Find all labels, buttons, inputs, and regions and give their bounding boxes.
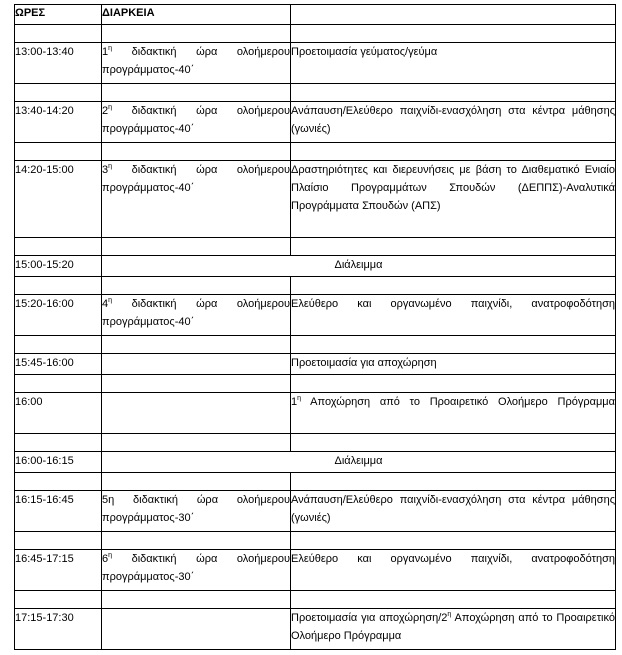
activity-cell: Ανάπαυση/Ελεύθερο παιχνίδι-ενασχόληση στα κέντρα μάθησης (γωνιές): [291, 102, 616, 143]
time-cell: 15:20-16:00: [15, 295, 102, 336]
activity-cell: Προετοιμασία γεύματος/γεύμα: [291, 43, 616, 84]
spacer-row: [15, 143, 616, 161]
table-row: [15, 256, 616, 277]
duration-cell: $2^\eta$ διδακτική ώρα ολοήμερου προγράμματος-40΄: [102, 102, 291, 143]
spacer-row: [15, 25, 616, 43]
break-cell: Διάλειμμα: [102, 452, 616, 473]
duration-cell: [102, 609, 291, 650]
table-row: [15, 550, 616, 591]
duration-cell: $4^\eta$ διδακτική ώρα ολοήμερου προγράμματος-40΄: [102, 295, 291, 336]
time-cell: 15:00-15:20: [15, 256, 102, 277]
spacer-row: [15, 591, 616, 609]
activity-cell: Προετοιμασία για αποχώρηση/$2^\eta$ Αποχώρηση από το Προαιρετικό Ολοήμερο Πρόγραμμα: [291, 609, 616, 650]
header-activity: [291, 5, 616, 25]
activity-cell: Δραστηριότητες και διερευνήσεις με βάση το Διαθεματικό Ενιαίο Πλαίσιο Προγραμμάτων Σπουδών (ΔΕΠΠΣ)-Αναλυτικά Προγράμματα Σπουδών (ΑΠΣ): [291, 161, 616, 238]
time-cell: 16:00-16:15: [15, 452, 102, 473]
activity-cell: Ελεύθερο και οργανωμένο παιχνίδι, ανατροφοδότηση: [291, 550, 616, 591]
duration-cell: $3^\eta$ διδακτική ώρα ολοήμερου προγράμματος-40΄: [102, 161, 291, 238]
duration-cell: $1^\eta$ διδακτική ώρα ολοήμερου προγράμματος-40΄: [102, 43, 291, 84]
table-row: [15, 102, 616, 143]
spacer-row: [15, 336, 616, 354]
duration-cell: [102, 354, 291, 375]
table-row: [15, 295, 616, 336]
spacer-row: [15, 532, 616, 550]
spacer-row: [15, 277, 616, 295]
duration-cell: [102, 393, 291, 434]
time-cell: 14:20-15:00: [15, 161, 102, 238]
activity-cell: Ελεύθερο και οργανωμένο παιχνίδι, ανατροφοδότηση: [291, 295, 616, 336]
activity-cell: Ανάπαυση/Ελεύθερο παιχνίδι-ενασχόληση στα κέντρα μάθησης (γωνιές): [291, 491, 616, 532]
header-duration: ΔΙΑΡΚΕΙΑ: [102, 5, 291, 25]
time-cell: 15:45-16:00: [15, 354, 102, 375]
activity-cell: $1^\eta$ Αποχώρηση από το Προαιρετικό Ολοήμερο Πρόγραμμα: [291, 393, 616, 434]
table-row: [15, 43, 616, 84]
spacer-row: [15, 434, 616, 452]
time-cell: 16:15-16:45: [15, 491, 102, 532]
time-cell: 16:45-17:15: [15, 550, 102, 591]
table-row: [15, 491, 616, 532]
schedule-table: [14, 4, 616, 650]
table-row: [15, 393, 616, 434]
duration-cell: 5η διδακτική ώρα ολοήμερου προγράμματος-30΄: [102, 491, 291, 532]
time-cell: 13:40-14:20: [15, 102, 102, 143]
header-time: ΩΡΕΣ: [15, 5, 102, 25]
table-row: [15, 161, 616, 238]
spacer-row: [15, 375, 616, 393]
break-cell: Διάλειμμα: [102, 256, 616, 277]
header-row: [15, 5, 616, 25]
activity-cell: Προετοιμασία για αποχώρηση: [291, 354, 616, 375]
spacer-row: [15, 238, 616, 256]
duration-cell: $6^\eta$ διδακτική ώρα ολοήμερου προγράμματος-30΄: [102, 550, 291, 591]
table-row: [15, 452, 616, 473]
spacer-row: [15, 473, 616, 491]
time-cell: 17:15-17:30: [15, 609, 102, 650]
table-row: [15, 609, 616, 650]
spacer-row: [15, 84, 616, 102]
time-cell: 16:00: [15, 393, 102, 434]
time-cell: 13:00-13:40: [15, 43, 102, 84]
table-row: [15, 354, 616, 375]
